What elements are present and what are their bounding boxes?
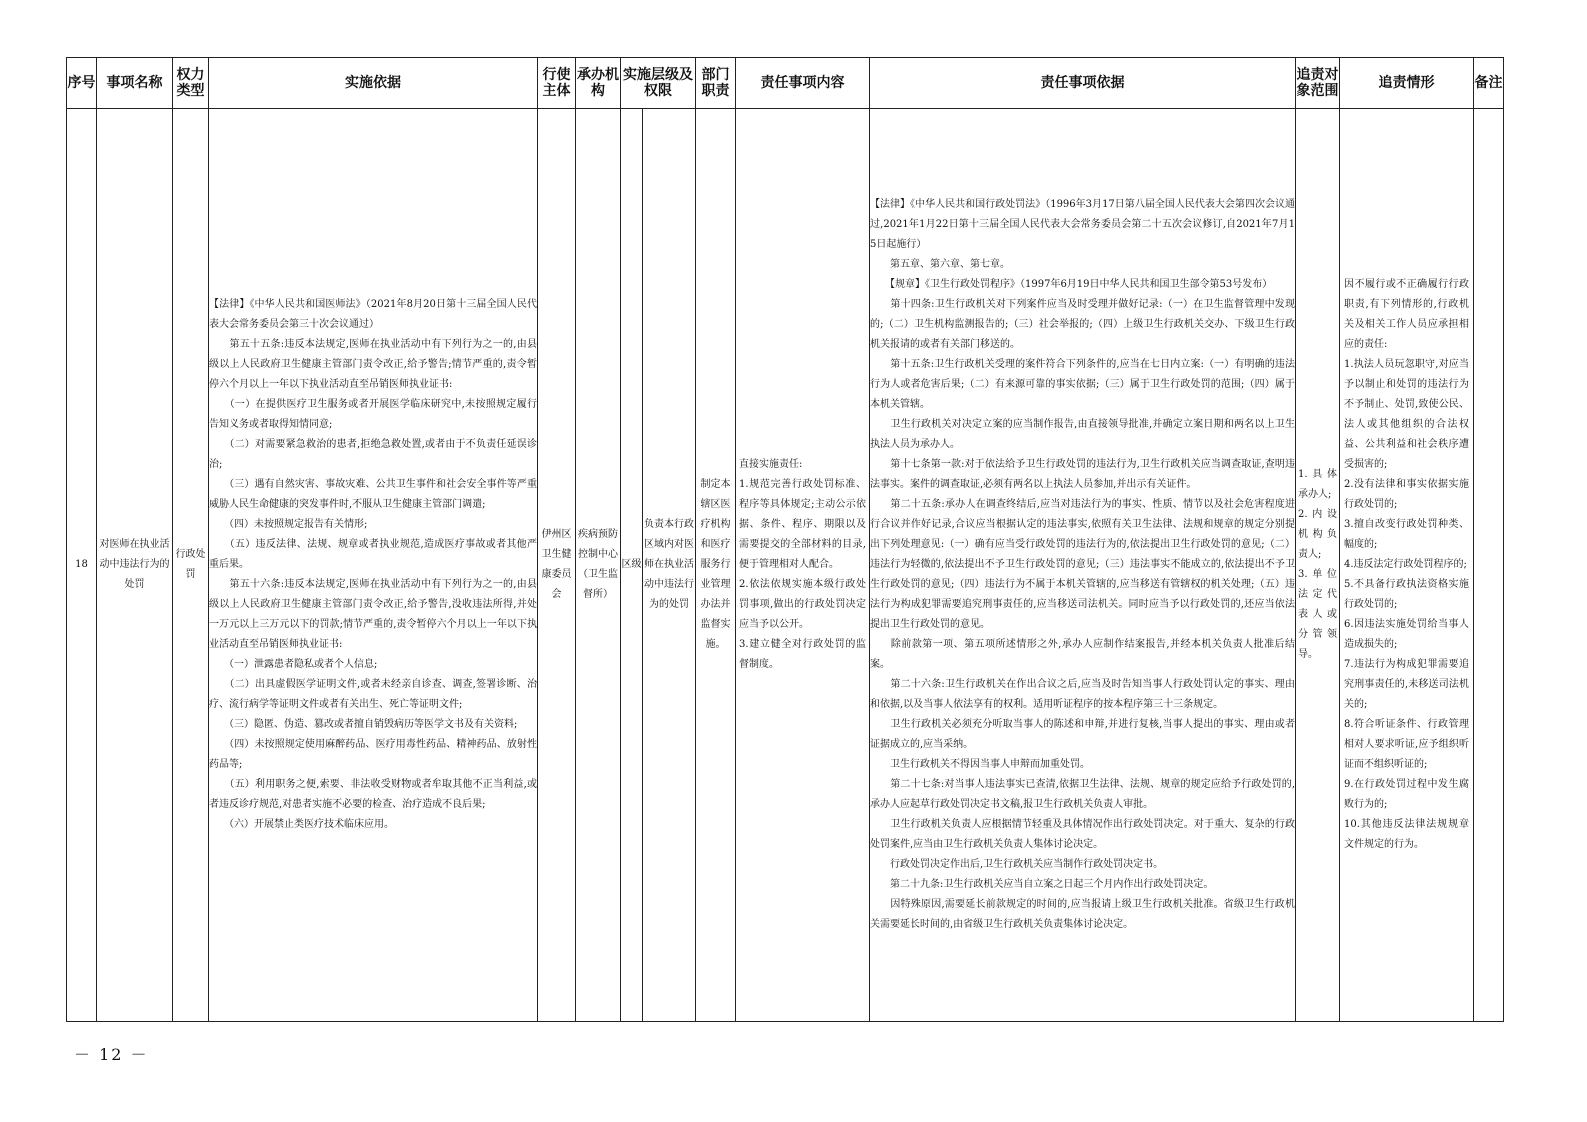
header-resp-basis: 责任事项依据 <box>870 58 1296 109</box>
cell-level-b: 负责本行政区域内对医师在执业活动中违法行为的处罚 <box>643 109 696 1022</box>
cell-power-type: 行政处罚 <box>173 109 209 1022</box>
situation-text: 因不履行或不正确履行行政职责,有下列情形的,行政机关及相关工作人员应承担相应的责任: 1.执法人员玩忽职守,对应当予以制止和处罚的违法行为不予制止、处罚,致使公民、法人或其他组织的合法权益、公共利益和社会秩序遭受损害的; 2.没有法律和事实依据实施行政处罚的; 3.擅自改变行政处罚种类、幅度的; 4.违反法定行政处罚程序的; 5.不具备行政执法资格实施行政处罚的; 6.因违法实施处罚给当事人造成损失的; 7.违法行为构成犯罪需要追究刑事责任的,未移送司法机关的; 8.符合听证条件、行政管理相对人要求听证,应予组织听证而不组织听证的; 9.在行政处罚过程中发生腐败行为的; 10.其他违反法律法规规章文件规定的行为。 <box>1344 279 1469 850</box>
header-basis: 实施依据 <box>209 58 538 109</box>
cell-situation <box>1340 109 1474 1022</box>
header-dept-duty: 部门职责 <box>696 58 736 109</box>
cell-seq: 18 <box>67 109 97 1022</box>
header-resp-content: 责任事项内容 <box>736 58 870 109</box>
cell-remark <box>1474 109 1504 1022</box>
cell-target <box>1296 109 1340 1022</box>
basis-text: 【法律】《中华人民共和国医师法》（2021年8月20日第十三届全国人民代表大会常务委员会第三十次会议通过） 第五十五条:违反本法规定,医师在执业活动中有下列行为之一的,由县级以上人民政府卫生健康主管部门责令改正,给予警告;情节严重的,责令暂停六个月以上一年以下执业活动直至吊销医师执业证书: （一）在提供医疗卫生服务或者开展医学临床研究中,未按照规定履行告知义务或者取得知情同意; （二）对需要紧急救治的患者,拒绝急救处置,或者由于不负责任延误诊治; （三）遇有自然灾害、事故灾难、公共卫生事件和社会安全事件等严重威胁人民生命健康的突发事件时,不服从卫生健康主管部门调遣; （四）未按照规定报告有关情形; （五）违反法律、法规、规章或者执业规范,造成医疗事故或者其他严重后果。 第五十六条:违反本法规定,医师在执业活动中有下列行为之一的,由县级以上人民政府卫生健康主管部门责令改正,给予警告,没收违法所得,并处一万元以上三万元以下的罚款;情节严重的,责令暂停六个月以上一年以下执业活动直至吊销医师执业证书: （一）泄露患者隐私或者个人信息; （二）出具虚假医学证明文件,或者未经亲自诊查、调查,签署诊断、治疗、流行病学等证明文件或者有关出生、死亡等证明文件; （三）隐匿、伪造、篡改或者擅自销毁病历等医学文书及有关资料; （四）未按照规定使用麻醉药品、医疗用毒性药品、精神药品、放射性药品等; （五）利用职务之便,索要、非法收受财物或者牟取其他不正当利益,或者违反诊疗规范,对患者实施不必要的检查、治疗造成不良后果; （六）开展禁止类医疗技术临床应用。 <box>209 299 537 830</box>
header-name: 事项名称 <box>97 58 173 109</box>
target-text: 1.具体承办人; 2.内设机构负责人; 3.单位法定代表人或分管领导。 <box>1298 469 1337 660</box>
table-row <box>67 109 1504 1022</box>
cell-dept-duty: 制定本辖区医疗机构和医疗服务行业管理办法并监督实施。 <box>696 109 736 1022</box>
resp-basis-text: 【法律】《中华人民共和国行政处罚法》（1996年3月17日第八届全国人民代表大会第四次会议通过,2021年1月22日第十三届全国人民代表大会常务委员会第二十五次会议修订,自2021年7月15日起施行） 第五章、第六章、第七章。 【规章】《卫生行政处罚程序》（1997年6月19日中华人民共和国卫生部令第53号发布） 第十四条:卫生行政机关对下列案件应当及时受理并做好记录:（一）在卫生监督管理中发现的;（二）卫生机构监测报告的;（三）社会举报的;（四）上级卫生行政机关交办、下级卫生行政机关报请的或者有关部门移送的。 第十五条:卫生行政机关受理的案件符合下列条件的,应当在七日内立案:（一）有明确的违法行为人或者危害后果;（二）有来源可靠的事实依据;（三）属于卫生行政处罚的范围;（四）属于本机关管辖。 卫生行政机关对决定立案的应当制作报告,由直接领导批准,并确定立案日期和两名以上卫生执法人员为承办人。 第十七条第一款:对于依法给予卫生行政处罚的违法行为,卫生行政机关应当调查取证,查明违法事实。案件的调查取证,必须有两名以上执法人员参加,并出示有关证件。 第二十五条:承办人在调查终结后,应当对违法行为的事实、性质、情节以及社会危害程度进行合议并作好记录,合议应当根据认定的违法事实,依照有关卫生法律、法规和规章的规定分别提出下列处理意见:（一）确有应当受行政处罚的违法行为的,依法提出卫生行政处罚的意见;（二）违法行为轻微的,依法提出不予卫生行政处罚的意见;（三）违法事实不能成立的,依法提出不予卫生行政处罚的意见;（四）违法行为不属于本机关管辖的,应当移送有管辖权的机关处理;（五）违法行为构成犯罪需要追究刑事责任的,应当移送司法机关。同时应当予以行政处罚的,还应当依法提出卫生行政处罚的意见。 除前款第一项、第五项所述情形之外,承办人应制作结案报告,并经本机关负责人批准后结案。 第二十六条:卫生行政机关在作出合议之后,应当及时告知当事人行政处罚认定的事实、理由和依据,以及当事人依法享有的权利。适用听证程序的按本程序第三十三条规定。 卫生行政机关必须充分听取当事人的陈述和申辩,并进行复核,当事人提出的事实、理由或者证据成立的,应当采纳。 卫生行政机关不得因当事人申辩而加重处罚。 第二十七条:对当事人违法事实已查清,依据卫生法律、法规、规章的规定应给予行政处罚的,承办人应起草行政处罚决定书文稿,报卫生行政机关负责人审批。 卫生行政机关负责人应根据情节轻重及具体情况作出行政处罚决定。对于重大、复杂的行政处罚案件,应当由卫生行政机关负责人集体讨论决定。 行政处罚决定作出后,卫生行政机关应当制作行政处罚决定书。 第二十九条:卫生行政机关应当自立案之日起三个月内作出行政处罚决定。 因特殊原因,需要延长前款规定的时间的,应当报请上级卫生行政机关批准。省级卫生行政机关需要延长时间的,由省级卫生行政机关负责集体讨论决定。 <box>870 199 1295 930</box>
cell-resp-basis <box>870 109 1296 1022</box>
header-target: 追责对象范围 <box>1296 58 1340 109</box>
header-row <box>67 58 1504 109</box>
cell-resp-content <box>736 109 870 1022</box>
header-subject: 行使主体 <box>538 58 576 109</box>
header-agency: 承办机构 <box>576 58 621 109</box>
header-power-type: 权力类型 <box>173 58 209 109</box>
cell-subject: 伊州区卫生健康委员会 <box>538 109 576 1022</box>
cell-level-a: 区级 <box>621 109 643 1022</box>
responsibility-table <box>66 57 1504 1022</box>
cell-name: 对医师在执业活动中违法行为的处罚 <box>97 109 173 1022</box>
page-number: － 12 － <box>74 1045 149 1064</box>
cell-basis <box>209 109 538 1022</box>
resp-content-text: 直接实施责任: 1.规范完善行政处罚标准、程序等具体规定;主动公示依据、条件、程序、期限以及需要提交的全部材料的目录,便于管理相对人配合。 2.依法依规实施本级行政处罚事项,做出的行政处罚决定应当予以公开。 3.建立健全对行政处罚的监督制度。 <box>739 459 866 670</box>
header-level: 实施层级及权限 <box>621 58 696 109</box>
header-situation: 追责情形 <box>1340 58 1474 109</box>
cell-agency: 疾病预防控制中心（卫生监督所） <box>576 109 621 1022</box>
header-seq: 序号 <box>67 58 97 109</box>
header-remark: 备注 <box>1474 58 1504 109</box>
